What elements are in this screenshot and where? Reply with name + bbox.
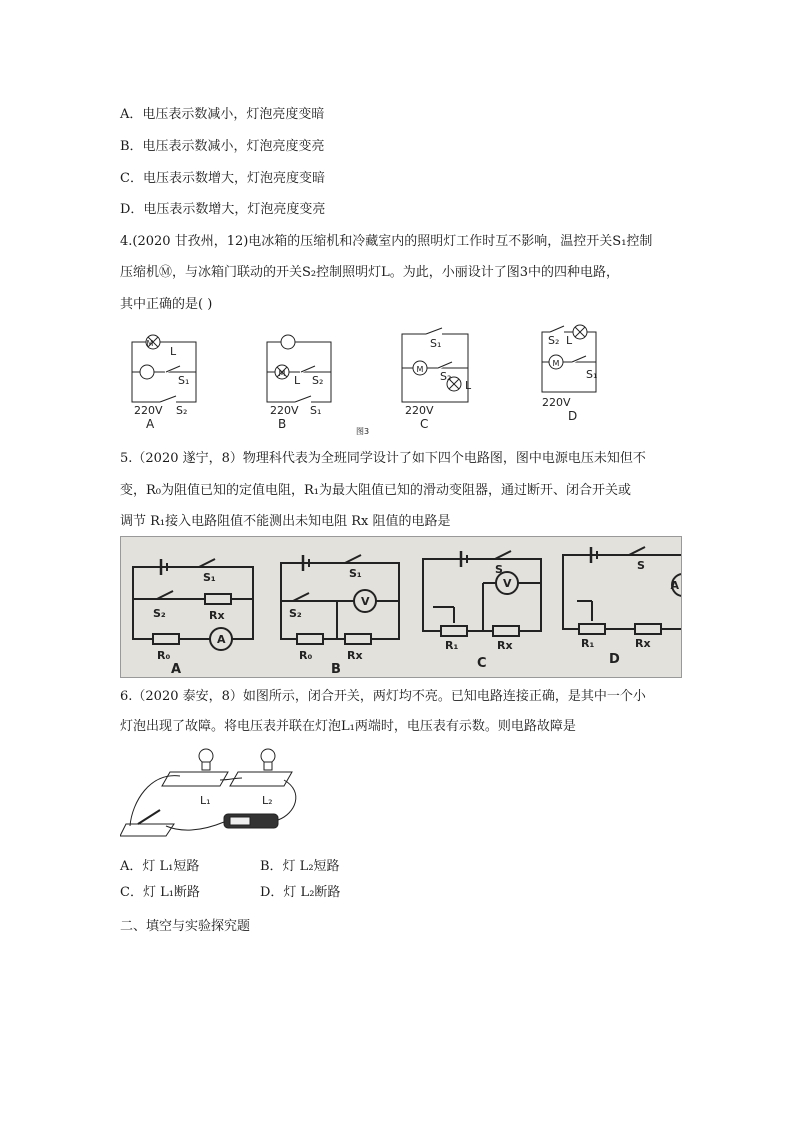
switch-lever-icon xyxy=(138,810,160,824)
b-s2: S₂ xyxy=(312,374,324,387)
c-s2: S₂ xyxy=(440,370,452,383)
bulb-2-icon xyxy=(261,749,275,763)
q5d-label: D xyxy=(609,652,620,667)
a-s1: S₁ xyxy=(178,374,190,387)
section-2-heading: 二、填空与实验探究题 xyxy=(120,919,251,934)
d-s1: S₁ xyxy=(586,368,598,381)
q3-option-a: A．电压表示数减小，灯泡亮度变暗 xyxy=(120,107,325,122)
a-label: A xyxy=(146,417,155,431)
q5a-label: A xyxy=(171,662,182,677)
circuit-a xyxy=(132,335,196,402)
q5-line-2: 变，R₀为阻值已知的定值电阻，R₁为最大阻值已知的滑动变阻器，通过断开、闭合开关或 xyxy=(120,483,631,498)
q4-fig-caption: 图3 xyxy=(356,427,370,436)
q6-option-d: D．灯 L₂断路 xyxy=(260,885,341,900)
q5c-rx: Rx xyxy=(497,639,513,652)
q5-line-1: 5.（2020 遂宁，8）物理科代表为全班同学设计了如下四个电路图，图中电源电压未知但不 xyxy=(120,451,646,466)
q6-circuit-figure xyxy=(120,742,310,842)
q6-l2-label: L₂ xyxy=(262,794,273,807)
circuit-b xyxy=(267,335,331,402)
q5b-label: B xyxy=(331,662,341,677)
q5a-r0: R₀ xyxy=(157,649,171,662)
q5a-s1: S₁ xyxy=(203,571,216,584)
d-220v: 220V xyxy=(542,396,571,409)
q3-option-d: D．电压表示数增大，灯泡亮度变亮 xyxy=(120,202,326,217)
q5b-s1: S₁ xyxy=(349,567,362,580)
q6-line-1: 6.（2020 泰安，8）如图所示，闭合开关，两灯均不亮。已知电路连接正确，是其中一个小 xyxy=(120,689,646,704)
b-l: L xyxy=(294,374,301,387)
a-220v: 220V xyxy=(134,404,163,417)
q5b-voltmeter: V xyxy=(361,595,370,608)
d-l: L xyxy=(566,334,573,347)
q4-line-2: 压缩机Ⓜ，与冰箱门联动的开关S₂控制照明灯L。为此，小丽设计了图3中的四种电路， xyxy=(120,265,620,280)
q4-line-1: 4.(2020 甘孜州，12)电冰箱的压缩机和冷藏室内的照明灯工作时互不影响，温控开关S₁控制 xyxy=(120,234,653,249)
q5a-s2: S₂ xyxy=(153,607,166,620)
a-s2: S₂ xyxy=(176,404,188,417)
q5a-ammeter: A xyxy=(217,633,226,646)
q3-option-c: C．电压表示数增大，灯泡亮度变暗 xyxy=(120,171,325,186)
q6-l1-label: L₁ xyxy=(200,794,211,807)
q3-option-b: B．电压表示数减小，灯泡亮度变亮 xyxy=(120,139,325,154)
q5c-s: S xyxy=(495,563,503,576)
q5d-ammeter: A xyxy=(670,579,679,592)
q5-line-3: 调节 R₁接入电路阻值不能测出未知电阻 Rx 阻值的电路是 xyxy=(120,514,451,529)
a-m: M xyxy=(146,339,154,348)
b-label: B xyxy=(278,417,287,431)
q5c-r1: R₁ xyxy=(445,639,459,652)
c-l: L xyxy=(465,379,472,392)
q5a-rx: Rx xyxy=(209,609,225,622)
q4-line-3: 其中正确的是( ) xyxy=(120,297,213,312)
q5d-s: S xyxy=(637,559,645,572)
bulb-board-2 xyxy=(230,772,292,786)
c-label: C xyxy=(420,417,429,431)
q6-option-a: A．灯 L₁短路 xyxy=(120,859,200,874)
q5b-s2: S₂ xyxy=(289,607,302,620)
q5b-r0: R₀ xyxy=(299,649,313,662)
switch-base xyxy=(120,824,174,836)
q6-line-2: 灯泡出现了故障。将电压表并联在灯泡L₁两端时，电压表有示数。则电路故障是 xyxy=(120,719,576,734)
a-l: L xyxy=(170,345,177,358)
q5-circuit-photo xyxy=(120,536,682,678)
q5c-label: C xyxy=(477,656,487,671)
d-label: D xyxy=(568,409,578,423)
q5d-r1: R₁ xyxy=(581,637,595,650)
b-220v: 220V xyxy=(270,404,299,417)
c-220v: 220V xyxy=(405,404,434,417)
q6-option-b: B．灯 L₂短路 xyxy=(260,859,340,874)
d-s2: S₂ xyxy=(548,334,560,347)
q5b-rx: Rx xyxy=(347,649,363,662)
b-s1: S₁ xyxy=(310,404,322,417)
q5d-rx: Rx xyxy=(635,637,651,650)
d-m: M xyxy=(552,359,560,368)
bulb-1-icon xyxy=(199,749,213,763)
bulb-board-1 xyxy=(162,772,228,786)
q6-option-c: C．灯 L₁断路 xyxy=(120,885,200,900)
q5c-voltmeter: V xyxy=(503,577,512,590)
c-m: M xyxy=(416,365,424,374)
c-s1: S₁ xyxy=(430,337,442,350)
q4-circuit-figure xyxy=(120,322,620,437)
b-m: M xyxy=(278,369,286,378)
